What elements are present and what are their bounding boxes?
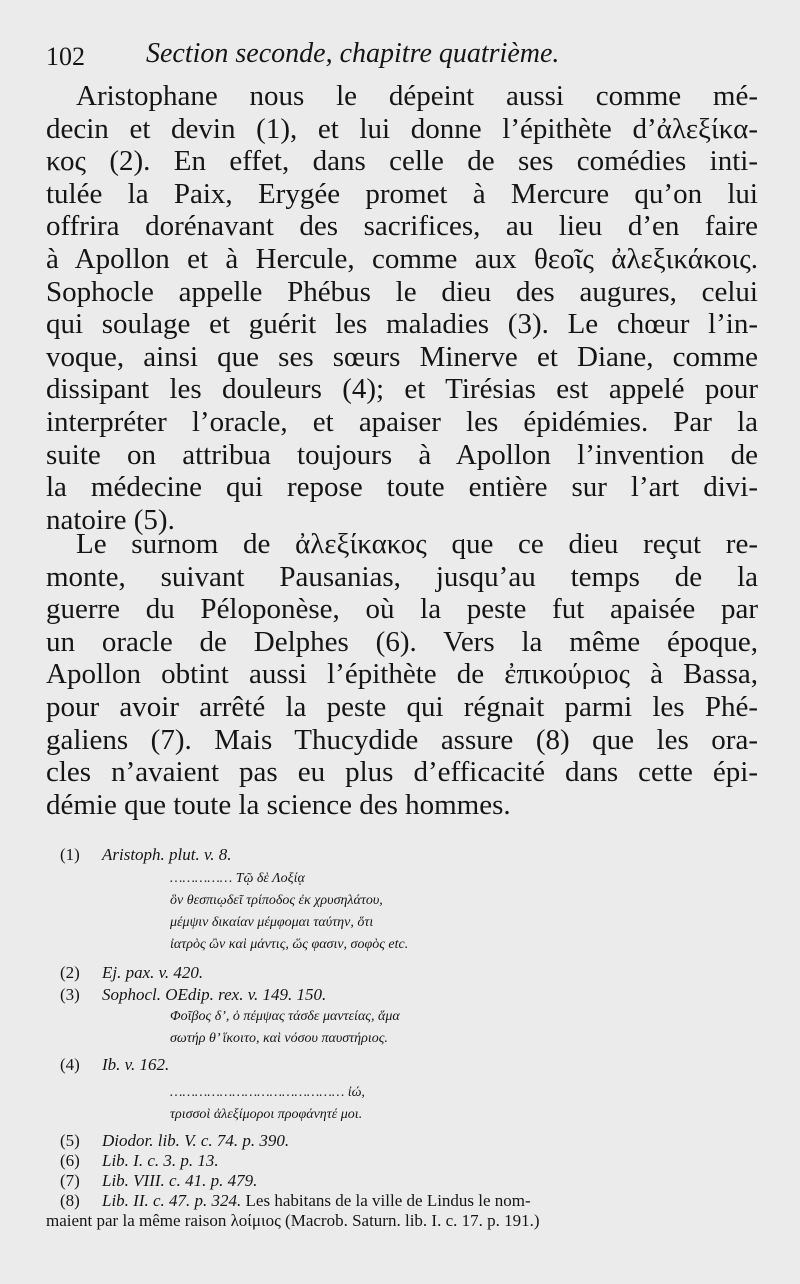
footnote-reference: Ib. v. 162. xyxy=(102,1055,170,1074)
footnote-number: (3) xyxy=(60,985,80,1004)
paragraph-2 xyxy=(46,528,758,821)
footnote-reference: Lib. II. c. 47. p. 324. xyxy=(102,1191,242,1210)
running-title: Section seconde, chapitre quatrième. xyxy=(146,38,560,69)
text-line: κος (2). En effet, dans celle de ses comédies inti- xyxy=(46,145,758,178)
footnote-1 xyxy=(60,845,232,865)
footnote-reference: Lib. I. c. 3. p. 13. xyxy=(102,1151,219,1170)
text-line: qui soulage et guérit les maladies (3). Le chœur l’in- xyxy=(46,308,758,341)
footnote-number: (6) xyxy=(60,1151,80,1170)
footnote-reference: Aristoph. plut. v. 8. xyxy=(102,845,232,864)
greek-quote-line: σωτήρ θ’ ἵκοιτο, καὶ νόσου παυστήριος. xyxy=(170,1031,388,1046)
footnote-6 xyxy=(60,1151,219,1171)
text-line: la médecine qui repose toute entière sur l’art divi- xyxy=(46,471,758,504)
greek-quote-line: ὃν θεσπιῳδεῖ τρίποδος ἐκ χρυσηλάτου, xyxy=(170,893,383,908)
footnote-8-continuation: maient par la même raison λοίμιος (Macrob. Saturn. lib. I. c. 17. p. 191.) xyxy=(46,1211,540,1230)
footnote-8 xyxy=(60,1191,531,1211)
footnote-reference: Lib. VIII. c. 41. p. 479. xyxy=(102,1171,258,1190)
text-line: galiens (7). Mais Thucydide assure (8) que les ora- xyxy=(46,723,758,756)
greek-quote-line: τρισσοὶ ἀλεξίμοροι προφάνητέ μοι. xyxy=(170,1107,363,1122)
text-line: Aristophane nous le dépeint aussi comme mé- xyxy=(76,80,758,112)
text-line: guerre du Péloponèse, où la peste fut apaisée par xyxy=(46,593,758,626)
text-line: natoire (5). xyxy=(46,503,175,536)
greek-quote-line: ἰατρὸς ὢν καὶ μάντις, ὥς φασιν, σοφὸς etc. xyxy=(170,937,409,952)
text-line: Le surnom de ἀλεξίκακος que ce dieu reçut re- xyxy=(76,528,758,560)
footnote-reference: Sophocl. OEdip. rex. v. 149. 150. xyxy=(102,985,327,1004)
greek-quote-line: …………… Τῷ δὲ Λοξίᾳ xyxy=(170,871,305,886)
footnote-number: (1) xyxy=(60,845,80,864)
text-line: Sophocle appelle Phébus le dieu des augures, celui xyxy=(46,275,758,308)
greek-quote-line: μέμψιν δικαίαν μέμφομαι ταύτην, ὅτι xyxy=(170,915,374,930)
text-line: un oracle de Delphes (6). Vers la même époque, xyxy=(46,625,758,658)
footnote-number: (2) xyxy=(60,963,80,982)
text-line: démie que toute la science des hommes. xyxy=(46,788,511,821)
text-line: interpréter l’oracle, et apaiser les épidémies. Par la xyxy=(46,405,758,438)
text-line: offrira dorénavant des sacrifices, au lieu d’en faire xyxy=(46,210,758,243)
page-number: 102 xyxy=(46,42,85,71)
text-line: Apollon obtint aussi l’épithète de ἐπικούριος à Bassa, xyxy=(46,658,758,691)
text-line: tulée la Paix, Erygée promet à Mercure qu’on lui xyxy=(46,177,758,210)
footnote-2 xyxy=(60,963,203,983)
footnote-number: (5) xyxy=(60,1131,80,1150)
text-line: suite on attribua toujours à Apollon l’invention de xyxy=(46,438,758,471)
footnote-text: Les habitans de la ville de Lindus le nom- xyxy=(245,1191,531,1210)
footnote-reference: Ej. pax. v. 420. xyxy=(102,963,204,982)
footnote-4 xyxy=(60,1055,169,1075)
text-line: pour avoir arrêté la peste qui régnait parmi les Phé- xyxy=(46,690,758,723)
footnote-number: (7) xyxy=(60,1171,80,1190)
text-line: voque, ainsi que ses sœurs Minerve et Diane, comme xyxy=(46,340,758,373)
greek-quote-line: …………………………………… ἰώ, xyxy=(170,1085,365,1100)
text-line: à Apollon et à Hercule, comme aux θεοῖς ἀλεξικάκοις. xyxy=(46,242,758,275)
footnote-number: (8) xyxy=(60,1191,80,1210)
text-line: cles n’avaient pas eu plus d’efficacité dans cette épi- xyxy=(46,756,758,789)
greek-quote-line: Φοῖβος δ’, ὁ πέμψας τάσδε μαντείας, ἅμα xyxy=(170,1009,400,1024)
footnote-3 xyxy=(60,985,326,1005)
text-line: monte, suivant Pausanias, jusqu’au temps de la xyxy=(46,560,758,593)
footnote-7 xyxy=(60,1171,257,1191)
text-line: decin et devin (1), et lui donne l’épithète d’ἀλεξίκα- xyxy=(46,112,758,145)
text-line: dissipant les douleurs (4); et Tirésias est appelé pour xyxy=(46,373,758,406)
paragraph-1 xyxy=(46,80,758,536)
page-header xyxy=(46,36,706,76)
footnote-reference: Diodor. lib. V. c. 74. p. 390. xyxy=(102,1131,290,1150)
footnote-number: (4) xyxy=(60,1055,80,1074)
footnote-5 xyxy=(60,1131,289,1151)
